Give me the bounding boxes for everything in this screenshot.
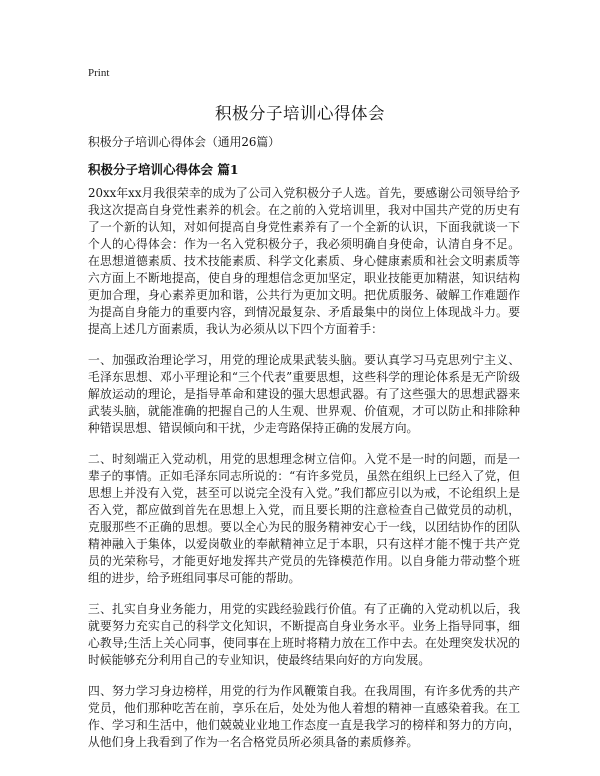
paragraph-point-3: 三、扎实自身业务能力，用党的实践经验践行价值。有了正确的入党动机以后，我就要努力充实自己的科学文化知识，不断提高自身业务水平。业务上指导同事，细心教导;生活上关心同事，使同事在上班时将精力放在工作中去。在处理突发状况的时候能够充分利用自己的专业知识，使最终结果向好的方向发展。 bbox=[88, 602, 520, 667]
paragraph-point-2: 二、时刻端正入党动机，用党的思想理念树立信仰。入党不是一时的问题，而是一辈子的事情。正如毛泽东同志所说的：“有许多党员，虽然在组织上已经入了党，但思想上并没有入党，甚至可以说完全没有入党。”我们都应引以为戒，不论组织上是否入党，都应做到首先在思想上入党，而且要长期的注意检查自己做党员的动机，克服那些不正确的思想。要以全心为民的服务精神安心于一线，以团结协作的团队精神融入于集体，以爱岗敬业的奉献精神立足于本职，只有这样才能不愧于共产党员的光荣称号，才能更好地发挥共产党员的先锋模范作用。以自身能力带动整个班组的进步，给予班组同事尽可能的帮助。 bbox=[88, 452, 520, 585]
print-link[interactable]: Print bbox=[88, 67, 110, 79]
document-subtitle: 积极分子培训心得体会（通用26篇） bbox=[88, 135, 280, 149]
paragraph-point-1: 一、加强政治理论学习，用党的理论成果武装头脑。要认真学习马克思列宁主义、毛泽东思想、邓小平理论和“三个代表”重要思想，这些科学的理论体系是无产阶级解放运动的理论，是指导革命和建设的强大思想武器。有了这些强大的思想武器来武装头脑，就能准确的把握自己的人生观、世界观、价值观，才可以防止和排除种种错误思想、错误倾向和干扰，少走弯路保持正确的发展方向。 bbox=[88, 353, 520, 435]
paragraph-intro: 20xx年xx月我很荣幸的成为了公司入党积极分子人选。首先，要感谢公司领导给予我这次提高自身党性素养的机会。在之前的入党培训里，我对中国共产党的历史有了一个新的认知，对如何提高自身党性素养有了一个全新的认识，下面我就谈一下个人的心得体会：作为一名入党积极分子，我必须明确自身使命，认清自身不足。在思想道德素质、技术技能素质、科学文化素质、身心健康素质和社会文明素质等六方面上不断地提高，使自身的理想信念更加坚定，职业技能更加精湛，知识结构更加合理，身心素养更加和谐，公共行为更加文明。把优质服务、破解工作难题作为提高自身能力的重要内容，到情况最复杂、矛盾最集中的岗位上体现战斗力。要提高上述几方面素质，我认为必须从以下四个方面着手： bbox=[88, 186, 520, 336]
document-body bbox=[88, 185, 520, 765]
page-title: 积极分子培训心得体会 bbox=[215, 104, 385, 123]
section-heading: 积极分子培训心得体会 篇1 bbox=[88, 162, 239, 177]
paragraph-point-4: 四、努力学习身边榜样，用党的行为作风鞭策自我。在我周围，有许多优秀的共产党员，他们那种吃苦在前，享乐在后，处处为他人着想的精神一直感染着我。在工作、学习和生活中，他们兢兢业业地工作态度一直是我学习的榜样和努力的方向，从他们身上我看到了作为一名合格党员所必须具备的素质修养。 bbox=[88, 684, 520, 749]
